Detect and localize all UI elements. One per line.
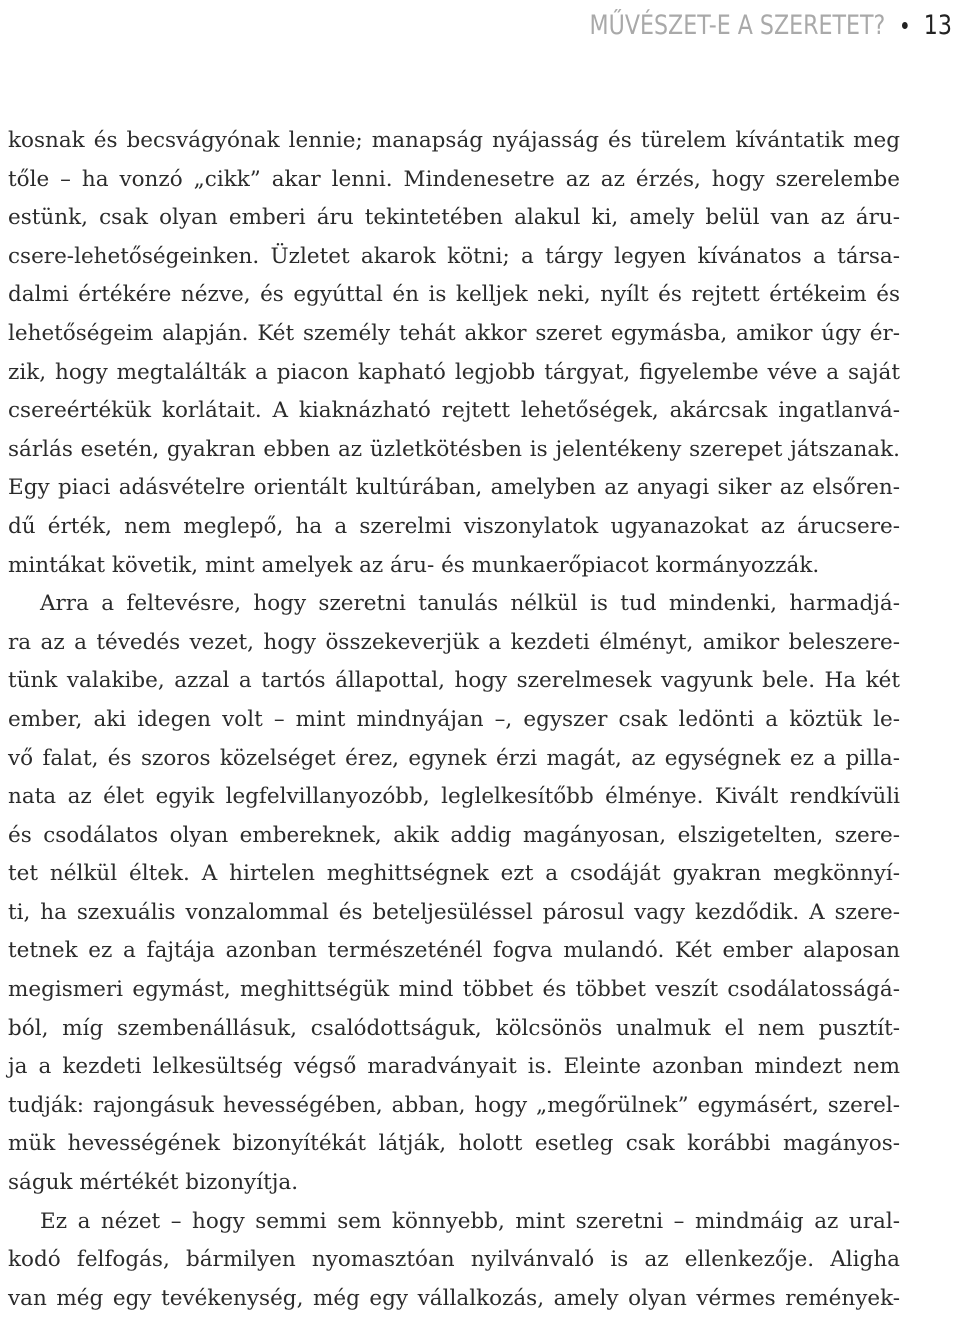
text-line: ember, aki idegen volt – mint mindnyájan –, egyszer csak ledönti a köztük le-	[8, 706, 900, 732]
text-line: tet nélkül éltek. A hirtelen meghittségnek ezt a csodáját gyakran megkönnyí-	[8, 861, 900, 887]
running-header	[590, 6, 952, 44]
text-line: sárlás esetén, gyakran ebben az üzletkötésben is jelentékeny szerepet játszanak.	[8, 436, 900, 462]
text-line: dalmi értékére nézve, és egyúttal én is kelljek neki, nyílt és rejtett értékeim és	[8, 282, 900, 308]
text-line: megismeri egymást, meghittségük mind többet és többet veszít csodálatosságá-	[8, 977, 900, 1003]
text-line: tünk valakibe, azzal a tartós állapottal, hogy szerelmesek vagyunk bele. Ha két	[8, 668, 900, 694]
text-line: Egy piaci adásvételre orientált kultúrában, amelyben az anyagi siker az elsőren-	[8, 475, 900, 501]
text-line: Ez a nézet – hogy semmi sem könnyebb, mint szeretni – mindmáig az ural-	[40, 1208, 900, 1234]
text-line: kodó felfogás, bármilyen nyomasztóan nyilvánvaló is az ellenkezője. Aligha	[8, 1247, 900, 1273]
text-line: nata az élet egyik legfelvillanyozóbb, leglelkesítőbb élménye. Kivált rendkívüli	[8, 784, 900, 810]
text-line: ból, míg szembenállásuk, csalódottságuk, kölcsönös unalmuk el nem pusztít-	[8, 1015, 900, 1041]
text-line: tőle – ha vonzó „cikk” akar lenni. Mindenesetre az az érzés, hogy szerelembe	[8, 166, 900, 192]
text-line: tudják: rajongásuk hevességében, abban, hogy „megőrülnek” egymásért, szerel-	[8, 1092, 900, 1118]
text-line: mük hevességének bizonyítékát látják, holott esetleg csak korábbi magányos-	[8, 1131, 900, 1157]
text-line: és csodálatos olyan embereknek, akik addig magányosan, elszigetelten, szere-	[8, 822, 900, 848]
text-line: csereértékük korlátait. A kiaknázható rejtett lehetőségek, akárcsak ingatlanvá-	[8, 398, 900, 424]
text-line: Arra a feltevésre, hogy szeretni tanulás nélkül is tud mindenki, harmadjá-	[40, 591, 900, 617]
running-title: MŰVÉSZET-E A SZERETET?	[589, 9, 886, 41]
text-line: kosnak és becsvágyónak lennie; manapság nyájasság és türelem kívántatik meg	[8, 128, 900, 153]
text-line: van még egy tevékenység, még egy vállalkozás, amely olyan vérmes remények-	[8, 1285, 900, 1311]
text-line: estünk, csak olyan emberi áru tekintetében alakul ki, amely belül van az áru-	[8, 205, 900, 231]
text-line: ja a kezdeti lelkesültség végső maradványait is. Eleinte azonban mindezt nem	[8, 1054, 900, 1080]
text-line: mintákat követik, mint amelyek az áru- és munkaerőpiacot kormányozzák.	[8, 552, 820, 578]
text-line: vő falat, és szoros közelséget érez, egynek érzi magát, az egységnek ez a pilla-	[8, 745, 900, 771]
text-line: csere-lehetőségeinken. Üzletet akarok kötni; a tárgy legyen kívánatos a társa-	[8, 243, 900, 269]
text-line: ti, ha szexuális vonzalommal és beteljesüléssel párosul vagy kezdődik. A szere-	[8, 899, 900, 925]
text-line: ra az a tévedés vezet, hogy összekeverjük a kezdeti élményt, amikor beleszere-	[8, 629, 900, 655]
text-line: tetnek ez a fajtája azonban természeténél fogva mulandó. Két ember alaposan	[8, 938, 900, 964]
page-number: 13	[923, 9, 952, 41]
text-line: ságuk mértékét bizonyítja.	[8, 1170, 299, 1196]
text-line: zik, hogy megtalálták a piacon kapható legjobb tárgyat, figyelembe véve a saját	[8, 359, 900, 385]
text-line: dű érték, nem meglepő, ha a szerelmi viszonylatok ugyanazokat az árucsere-	[8, 513, 900, 539]
bullet-separator	[902, 22, 908, 29]
body-text	[8, 122, 900, 1318]
text-line: lehetőségeim alapján. Két személy tehát akkor szeret egymásba, amikor úgy ér-	[8, 320, 900, 346]
